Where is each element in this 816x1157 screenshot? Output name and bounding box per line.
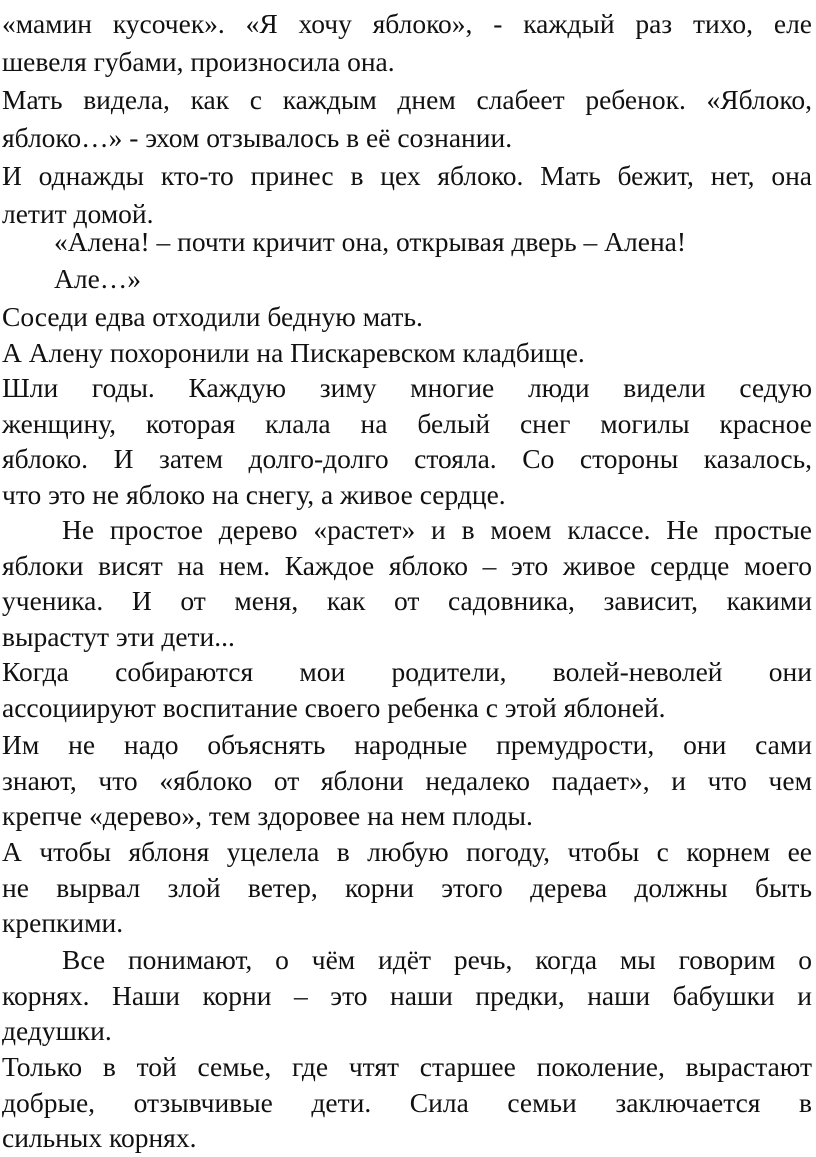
- text-line: ассоциируют воспитание своего ребенка с этой яблоней.: [2, 692, 666, 723]
- text-line: женщину, которая клала на белый снег могилы красное: [2, 408, 812, 439]
- text-line: Мать видела, как с каждым днем слабеет ребенок. «Яблоко,: [2, 84, 812, 115]
- text-line: знают, что «яблоко от яблони недалеко падает», и что чем: [2, 765, 812, 796]
- text-line: что это не яблоко на снегу, а живое сердце.: [2, 479, 506, 510]
- text-line: Когда собираются мои родители, волей-неволей они: [2, 656, 812, 687]
- text-line: Шли годы. Каждую зиму многие люди видели седую: [2, 372, 812, 403]
- text-line: И однажды кто-то принес в цех яблоко. Мать бежит, нет, она: [2, 160, 812, 191]
- text-line: Все понимают, о чём идёт речь, когда мы говорим о: [62, 944, 812, 975]
- text-line: Але…»: [54, 263, 142, 294]
- text-line: крепче «дерево», тем здоровее на нем плоды.: [2, 800, 533, 831]
- text-line: летит домой.: [2, 198, 154, 229]
- text-line: Соседи едва отходили бедную мать.: [2, 301, 423, 332]
- text-line: дедушки.: [2, 1015, 112, 1046]
- text-line: крепкими.: [2, 907, 124, 938]
- text-line: «Алена! – почти кричит она, открывая дверь – Алена!: [54, 226, 687, 257]
- text-line: корнях. Наши корни – это наши предки, наши бабушки и: [2, 980, 812, 1011]
- text-line: А Алену похоронили на Пискаревском кладбище.: [2, 337, 585, 368]
- text-line: не вырвал злой ветер, корни этого дерева должны быть: [2, 872, 812, 903]
- text-line: шевеля губами, произносила она.: [2, 46, 395, 77]
- text-line: добрые, отзывчивые дети. Сила семьи заключается в: [2, 1087, 812, 1118]
- text-line: А чтобы яблоня уцелела в любую погоду, чтобы с корнем ее: [2, 836, 812, 867]
- text-line: Только в той семье, где чтят старшее поколение, вырастают: [2, 1051, 812, 1082]
- text-line: ученика. И от меня, как от садовника, зависит, какими: [2, 585, 812, 616]
- text-line: яблоко. И затем долго-долго стояла. Со стороны казалось,: [2, 443, 812, 474]
- text-line: яблоки висят на нем. Каждое яблоко – это живое сердце моего: [2, 550, 812, 581]
- text-line: сильных корнях.: [2, 1122, 197, 1153]
- text-line: Им не надо объяснять народные премудрости, они сами: [2, 729, 812, 760]
- text-line: яблоко…» - эхом отзывалось в её сознании.: [2, 122, 513, 153]
- text-line: Не простое дерево «растет» и в моем классе. Не простые: [62, 514, 812, 545]
- text-line: вырастут эти дети...: [2, 621, 235, 652]
- text-line: «мамин кусочек». «Я хочу яблоко», - каждый раз тихо, еле: [2, 8, 812, 39]
